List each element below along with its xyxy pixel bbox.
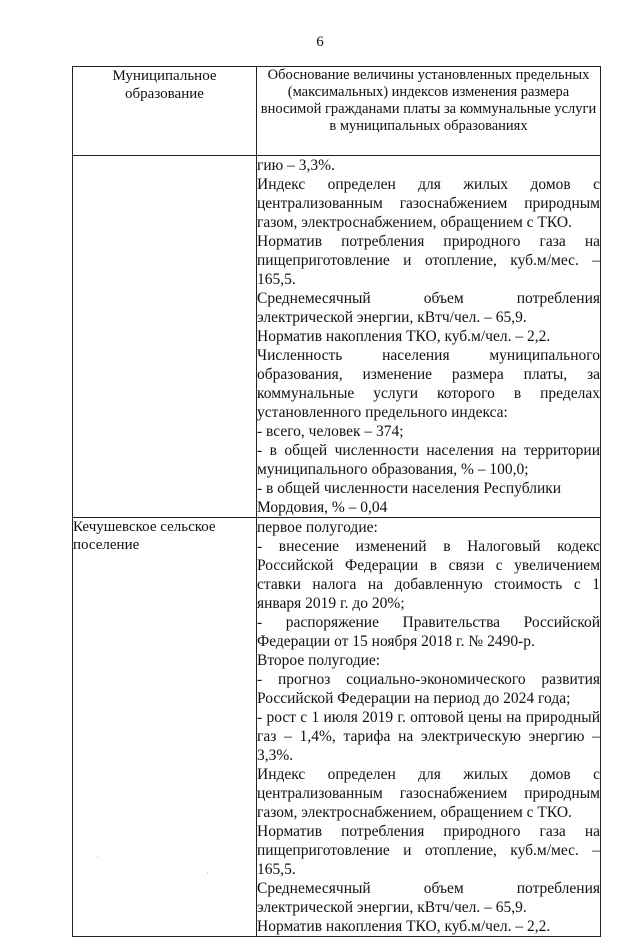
justification-table [72, 66, 601, 937]
text-line: - рост с 1 июля 2019 г. оптовой цены на природный газ – 1,4%, тарифа на электрическую энергию – 3,3%. [257, 709, 600, 764]
text-line: Среднемесячный объем потребления электрической энергии, кВтч/чел. – 65,9. [257, 880, 600, 916]
text-line: Норматив потребления природного газа на пищеприготовление и отопление, куб.м/мес. – 165,5. [257, 233, 600, 288]
municipality-cell: Кечушевское сельское поселение [73, 518, 257, 937]
scan-speck: · [206, 868, 209, 878]
text-line: - внесение изменений в Налоговый кодекс Российской Федерации в связи с увеличением ставки налога на добавленную стоимость с 1 января 2019 г. до 20%; [257, 538, 600, 612]
table-header-row [73, 67, 601, 156]
text-line: Среднемесячный объем потребления электрической энергии, кВтч/чел. – 65,9. [257, 290, 600, 326]
scan-speck: · [96, 852, 99, 862]
text-line: Норматив накопления ТКО, куб.м/чел. – 2,2. [257, 328, 551, 345]
text-line: Численность населения муниципального образования, изменение размера платы, за коммунальные услуги которого в пределах установленного предельного индекса: [257, 347, 600, 421]
text-line: Индекс определен для жилых домов с централизованным газоснабжением природным газом, электроснабжением, обращением с ТКО. [257, 176, 600, 231]
text-line: - распоряжение Правительства Российской Федерации от 15 ноября 2018 г. № 2490-р. [257, 614, 600, 650]
text-line: Норматив потребления природного газа на пищеприготовление и отопление, куб.м/мес. – 165,5. [257, 823, 600, 878]
text-line: - прогноз социально-экономического развития Российской Федерации на период до 2024 года; [257, 671, 600, 707]
header-municipality: Муниципальное образование [73, 67, 257, 156]
header-justification: Обоснование величины установленных предельных (максимальных) индексов изменения размера вносимой гражданами платы за коммунальные услуги в муниципальных образованиях [257, 67, 601, 156]
text-line: Норматив накопления ТКО, куб.м/чел. – 2,2. [257, 918, 551, 935]
text-line: - всего, человек – 374; [257, 423, 404, 440]
table-row [73, 156, 601, 518]
text-line: Индекс определен для жилых домов с централизованным газоснабжением природным газом, электроснабжением, обращением с ТКО. [257, 766, 600, 821]
text-line: Второе полугодие: [257, 652, 381, 669]
text-line: гию – 3,3%. [257, 157, 335, 174]
page-number: 6 [316, 34, 324, 50]
justification-cell [257, 156, 601, 518]
text-line: первое полугодие: [257, 519, 378, 536]
municipality-cell [73, 156, 257, 518]
text-line: - в общей численности населения на территории муниципального образования, % – 100,0; [257, 442, 600, 478]
text-line: - в общей численности населения Республики Мордовия, % – 0,04 [257, 480, 562, 516]
table-row [73, 518, 601, 937]
justification-cell [257, 518, 601, 937]
